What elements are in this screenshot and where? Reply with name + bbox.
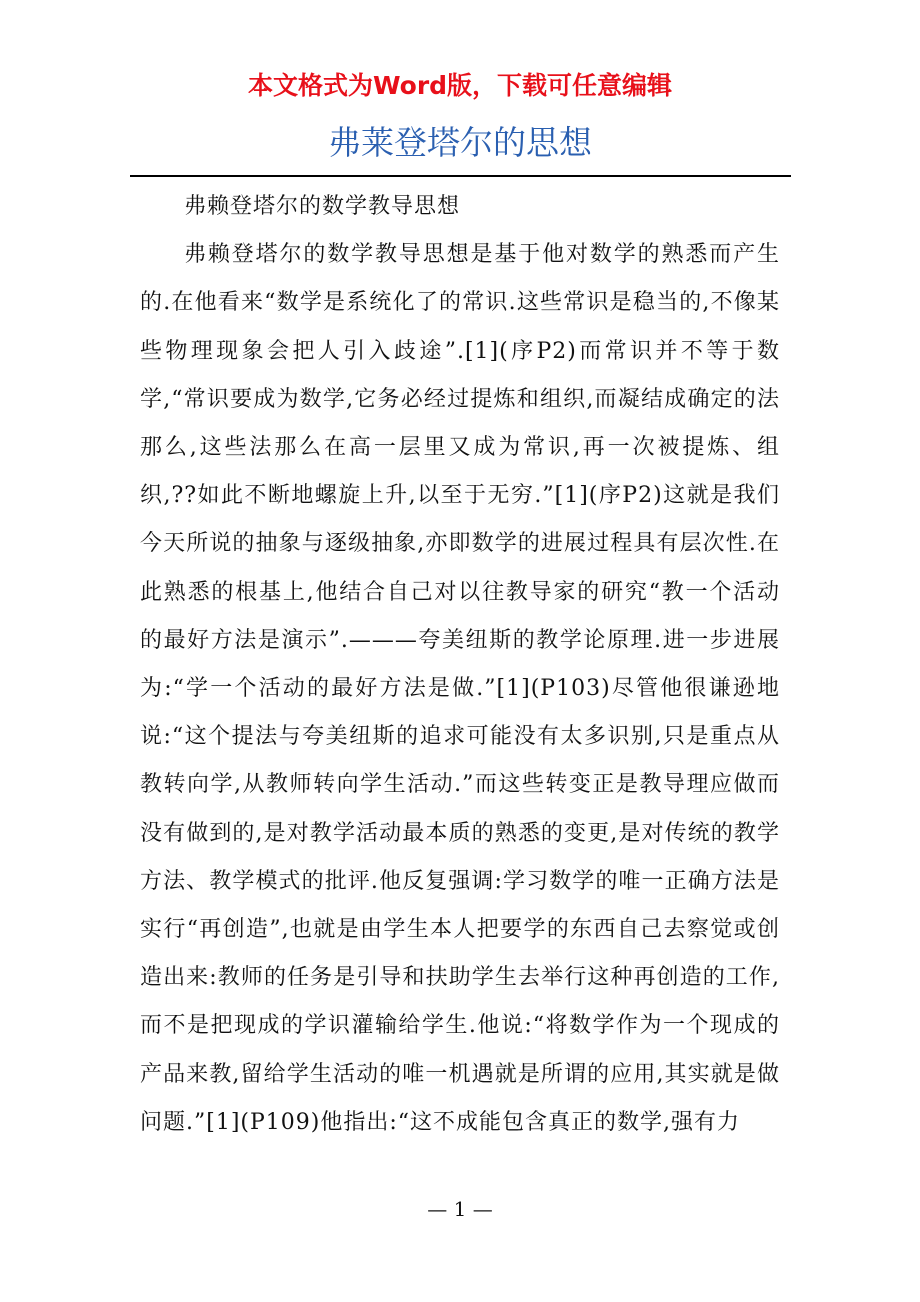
body-paragraph: 弗赖登塔尔的数学教导思想是基于他对数学的熟悉而产生的.在他看来“数学是系统化了的常识.这些常识是稳当的,不像某些物理现象会把人引入歧途”.[1](序P2)而常识并不等于数学,“常识要成为数学,它务必经过提炼和组织,而凝结成确定的法那么,这些法那么在高一层里又成为常识,再一次被提炼、组织,??如此不断地螺旋上升,以至于无穷.”[1](序P2)这就是我们今天所说的抽象与逐级抽象,亦即数学的进展过程具有层次性.在此熟悉的根基上,他结合自己对以往教导家的研究“教一个活动的最好方法是演示”.———夸美纽斯的教学论原理.进一步进展为:“学一个活动的最好方法是做.”[1](P103)尽管他很谦逊地说:“这个提法与夸美纽斯的追求可能没有太多识别,只是重点从教转向学,从教师转向学生活动.”而这些转变正是教导理应做而没有做到的,是对教学活动最本质的熟悉的变更,是对传统的教学方法、教学模式的批评.他反复强调:学习数学的唯一正确方法是实行“再创造”,也就是由学生本人把要学的东西自己去察觉或创造出来:教师的任务是引导和扶助学生去举行这种再创造的工作,而不是把现成的学识灌输给学生.他说:“将数学作为一个现成的产品来教,留给学生活动的唯一机遇就是所谓的应用,其实就是做问题.”[1](P109)他指出:“这不成能包含真正的数学,强有力 — [140, 242, 780, 1135]
page-number: — 1 — — [427, 1197, 493, 1221]
document-title: 弗莱登塔尔的思想 — [328, 123, 592, 162]
section-heading: 弗赖登塔尔的数学教导思想 — [184, 194, 461, 219]
title-divider — [130, 175, 791, 177]
download-notice-banner: 本文格式为Word版，下载可任意编辑 — [247, 71, 673, 100]
document-body — [140, 183, 780, 1147]
